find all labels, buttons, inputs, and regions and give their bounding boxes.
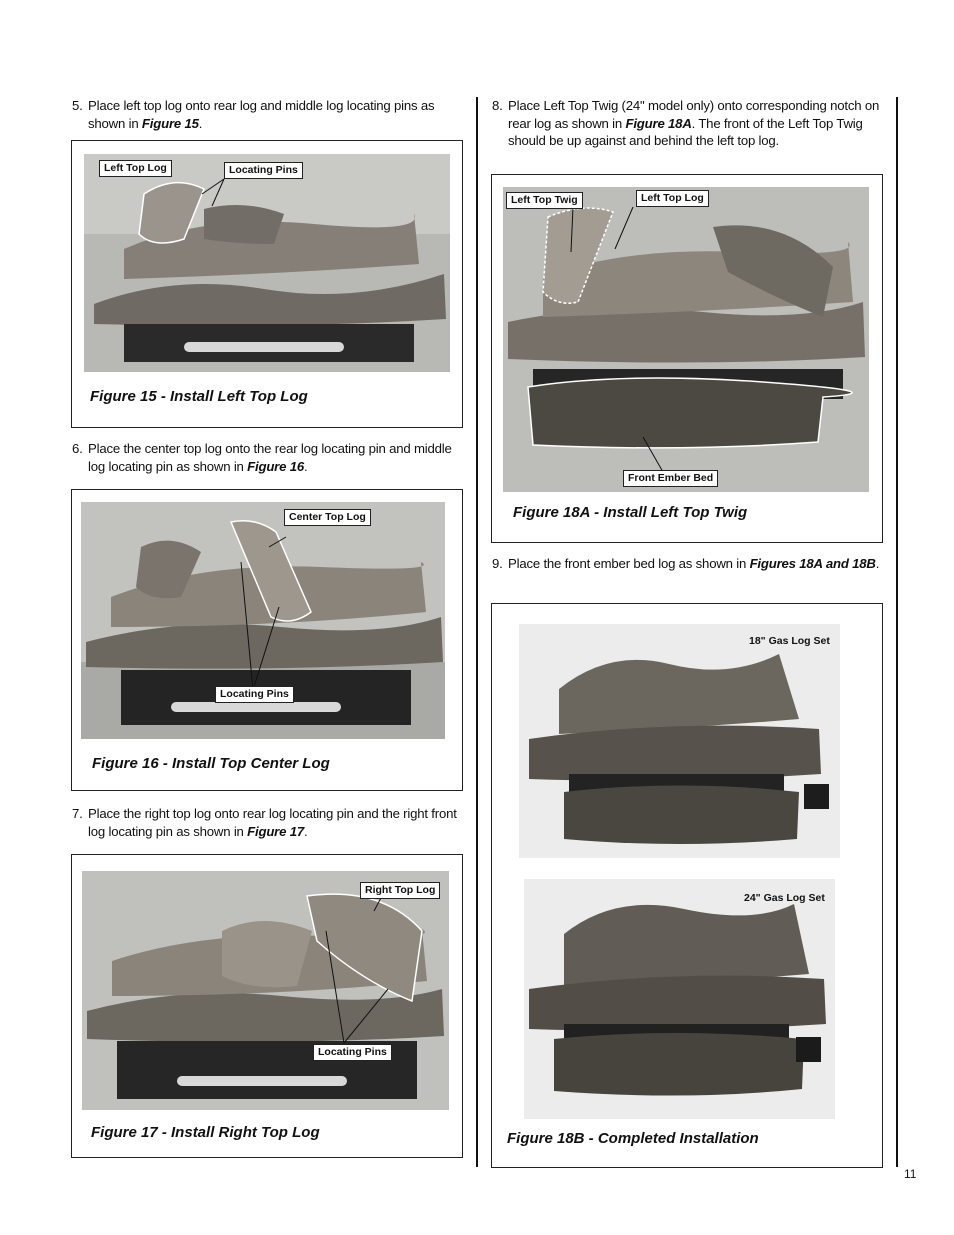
step-6: 6. Place the center top log onto the rear log locating pin and middle log locating pin as shown in Figure 16. xyxy=(72,441,452,474)
step-text: Place left top log onto rear log and middle log locating pins as shown in xyxy=(88,98,435,131)
figure-18a-photo xyxy=(503,187,869,492)
step-5: 5. Place left top log onto rear log and middle log locating pins as shown in Figure 15. xyxy=(72,98,435,131)
figure-18b-caption: Figure 18B - Completed Installation xyxy=(507,1130,759,1147)
figure-18b-photo-18in xyxy=(519,624,840,858)
figure-reference: Figure 18A xyxy=(625,115,692,131)
page-edge-line xyxy=(896,97,898,1167)
step-number: 5. xyxy=(72,98,83,113)
figure-16-photo xyxy=(81,502,445,739)
locating-pins-label: Locating Pins xyxy=(224,162,303,179)
step-9: 9. Place the front ember bed log as shown in Figures 18A and 18B. xyxy=(492,556,880,571)
step-7: 7. Place the right top log onto rear log locating pin and the right front log locating pin as shown in Figure 17. xyxy=(72,806,457,839)
figure-reference: Figure 17 xyxy=(247,823,304,839)
figure-18b-photo-24in xyxy=(524,879,835,1119)
step-number: 8. xyxy=(492,98,503,113)
figure-15-caption: Figure 15 - Install Left Top Log xyxy=(90,388,308,405)
center-top-log-label: Center Top Log xyxy=(284,509,371,526)
figure-17-caption: Figure 17 - Install Right Top Log xyxy=(91,1124,320,1141)
step-8: 8. Place Left Top Twig (24" model only) onto corresponding notch on rear log as shown in Figure 18A. The front of the Left Top Twig should be up against and behind the left top log. xyxy=(492,98,880,148)
figure-15-photo xyxy=(84,154,450,372)
locating-pins-label: Locating Pins xyxy=(313,1044,392,1061)
step-number: 7. xyxy=(72,806,83,821)
step-text: Place the front ember bed log as shown in xyxy=(508,556,750,571)
18in-gas-log-set-label: 18" Gas Log Set xyxy=(749,635,830,647)
step-number: 6. xyxy=(72,441,83,456)
figure-18a-box xyxy=(491,174,883,543)
left-top-log-label: Left Top Log xyxy=(636,190,709,207)
figure-reference: Figures 18A and 18B xyxy=(749,556,876,571)
figure-18b-box xyxy=(491,603,883,1168)
column-divider xyxy=(476,97,478,1167)
figure-16-caption: Figure 16 - Install Top Center Log xyxy=(92,755,330,772)
step-number: 9. xyxy=(492,556,503,571)
front-ember-bed-label: Front Ember Bed xyxy=(623,470,718,487)
figure-reference: Figure 15 xyxy=(141,115,199,131)
24in-gas-log-set-label: 24" Gas Log Set xyxy=(744,892,825,904)
left-top-twig-label: Left Top Twig xyxy=(506,192,583,209)
figure-18a-caption: Figure 18A - Install Left Top Twig xyxy=(513,504,748,521)
right-top-log-label: Right Top Log xyxy=(360,882,440,899)
step-text: Place the right top log onto rear log locating pin and the right front log locating pin as shown in xyxy=(88,806,457,839)
locating-pins-label: Locating Pins xyxy=(215,686,294,703)
figure-17-box xyxy=(71,854,463,1158)
step-text: Place the center top log onto the rear log locating pin and middle log locating pin as shown in xyxy=(88,441,452,474)
left-top-log-label: Left Top Log xyxy=(99,160,172,177)
figure-15-box xyxy=(71,140,463,428)
figure-reference: Figure 16 xyxy=(247,458,304,474)
page-number: 11 xyxy=(904,1167,917,1181)
figure-16-box xyxy=(71,489,463,791)
figure-17-photo xyxy=(82,871,449,1110)
step-text: Place Left Top Twig (24" model only) onto corresponding notch on rear log as shown in xyxy=(508,98,880,131)
